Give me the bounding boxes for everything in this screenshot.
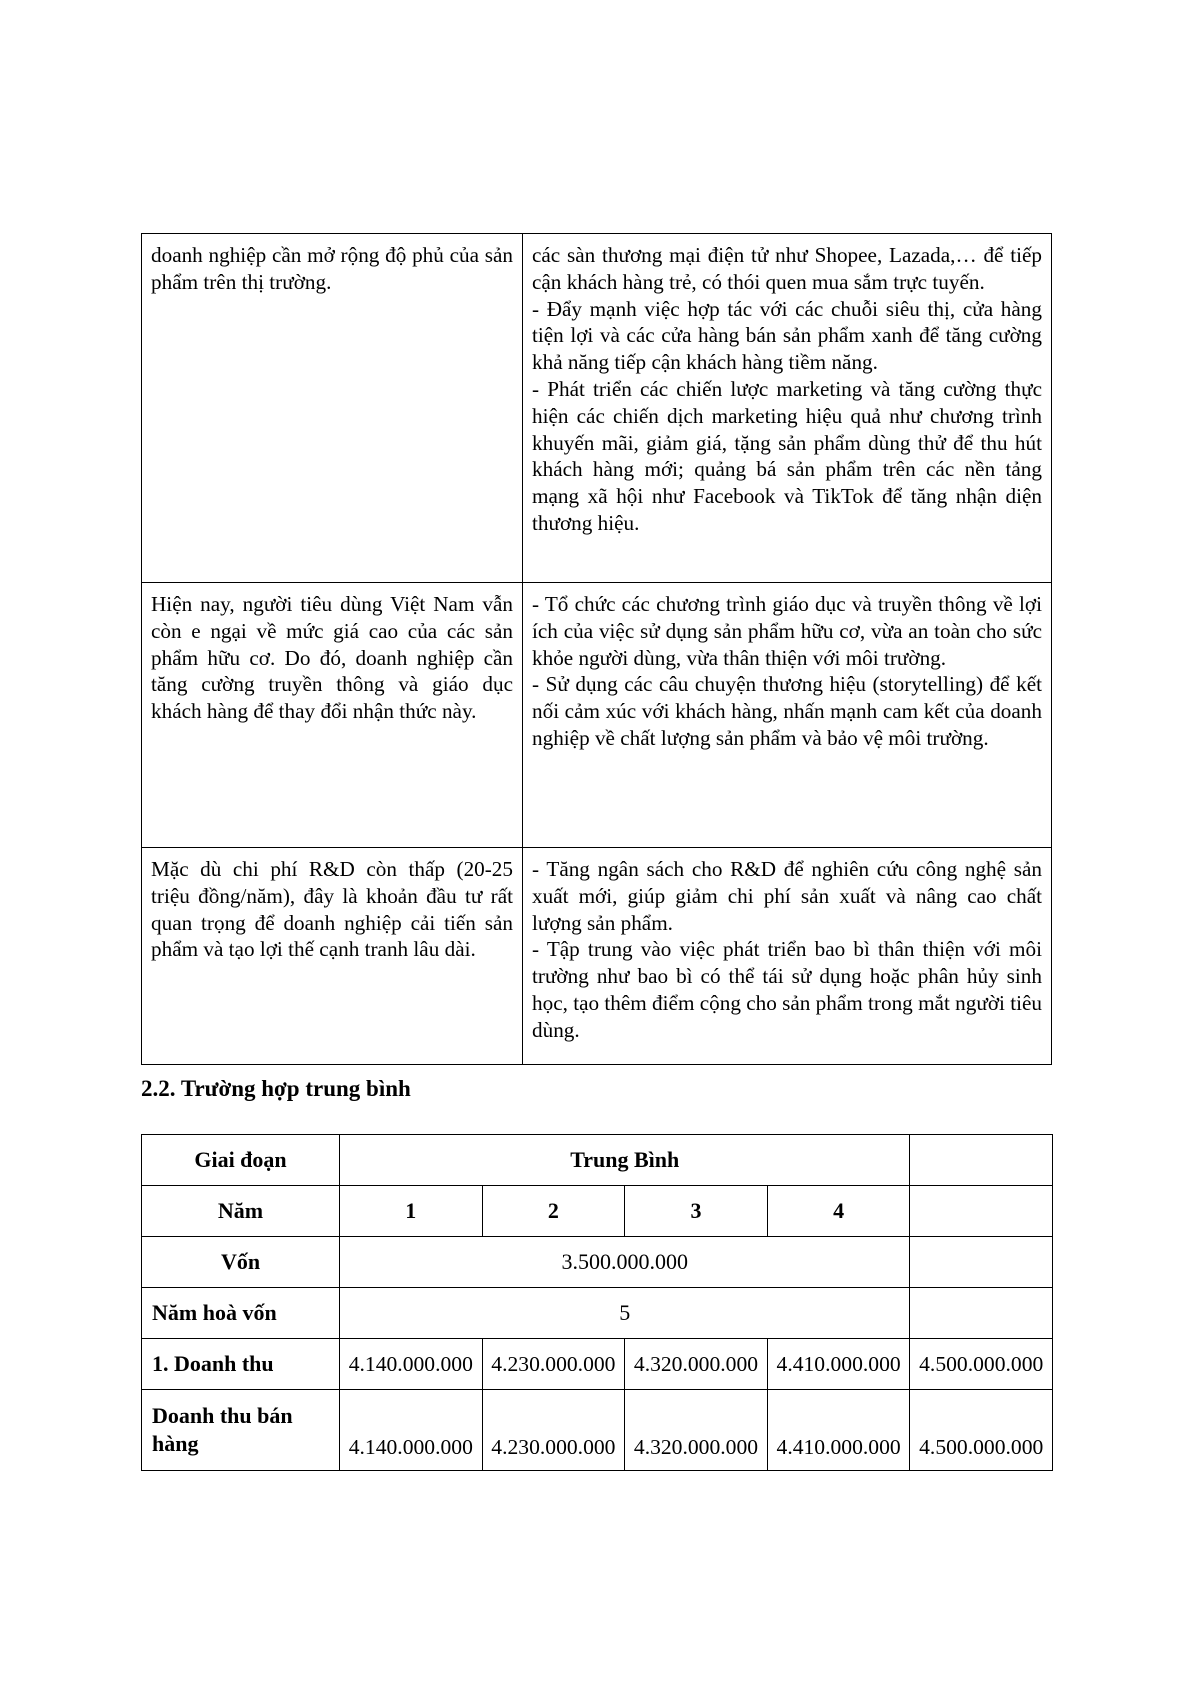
breakeven-row xyxy=(142,1288,1053,1339)
empty-cell xyxy=(910,1288,1053,1339)
strategy-cell-actions xyxy=(523,583,1052,848)
sales-cell: 4.410.000.000 xyxy=(767,1390,910,1471)
stage-row xyxy=(142,1135,1053,1186)
strategy-cell-situation xyxy=(142,583,523,848)
capital-row xyxy=(142,1237,1053,1288)
cell-paragraph: - Phát triển các chiến lược marketing và tăng cường thực hiện các chiến dịch marketing hiệu quả như chương trình khuyến mãi, giảm giá, tặng sản phẩm dùng thử để thu hút khách hàng mới; quảng bá sản phẩm trên các nền tảng mạng xã hội như Facebook và TikTok để tăng nhận diện thương hiệu. xyxy=(532,376,1042,535)
finance-table xyxy=(141,1134,1053,1471)
cell-paragraph: - Sử dụng các câu chuyện thương hiệu (storytelling) để kết nối cảm xúc với khách hàng, nhấn mạnh cam kết của doanh nghiệp về chất lượng sản phẩm và bảo vệ môi trường. xyxy=(532,672,1042,750)
sales-cell: 4.140.000.000 xyxy=(340,1390,483,1471)
revenue-cell: 4.140.000.000 xyxy=(340,1339,483,1390)
sales-cell: 4.500.000.000 xyxy=(910,1390,1053,1471)
capital-label: Vốn xyxy=(142,1237,340,1288)
empty-cell xyxy=(910,1237,1053,1288)
cell-paragraph: - Tập trung vào việc phát triển bao bì thân thiện với môi trường như bao bì có thể tái sử dụng hoặc phân hủy sinh học, tạo thêm điểm cộng cho sản phẩm trong mắt người tiêu dùng. xyxy=(532,937,1042,1042)
cell-paragraph: - Tổ chức các chương trình giáo dục và truyền thông về lợi ích của việc sử dụng sản phẩm hữu cơ, vừa an toàn cho sức khỏe người dùng, vừa thân thiện với môi trường. xyxy=(532,592,1042,670)
cell-paragraph: Mặc dù chi phí R&D còn thấp (20-25 triệu đồng/năm), đây là khoản đầu tư rất quan trọng để doanh nghiệp cải tiến sản phẩm và tạo lợi thế cạnh tranh lâu dài. xyxy=(151,857,513,962)
revenue-cell: 4.500.000.000 xyxy=(910,1339,1053,1390)
breakeven-label: Năm hoà vốn xyxy=(142,1288,340,1339)
strategy-row xyxy=(142,583,1052,848)
year-label: Năm xyxy=(142,1186,340,1237)
capital-value: 3.500.000.000 xyxy=(340,1237,910,1288)
sales-cell: 4.320.000.000 xyxy=(625,1390,768,1471)
revenue-row xyxy=(142,1339,1053,1390)
revenue-cell: 4.410.000.000 xyxy=(767,1339,910,1390)
stage-label: Giai đoạn xyxy=(142,1135,340,1186)
sales-row xyxy=(142,1390,1053,1471)
empty-cell xyxy=(910,1186,1053,1237)
year-cell: 3 xyxy=(625,1186,768,1237)
sales-cell: 4.230.000.000 xyxy=(482,1390,625,1471)
breakeven-value: 5 xyxy=(340,1288,910,1339)
sales-label: Doanh thu bán hàng xyxy=(142,1390,340,1471)
year-cell: 2 xyxy=(482,1186,625,1237)
cell-paragraph: Hiện nay, người tiêu dùng Việt Nam vẫn còn e ngại về mức giá cao của các sản phẩm hữu cơ. Do đó, doanh nghiệp cần tăng cường truyền thông và giáo dục khách hàng để thay đổi nhận thức này. xyxy=(151,592,513,724)
cell-paragraph: các sàn thương mại điện tử như Shopee, Lazada,… để tiếp cận khách hàng trẻ, có thói quen mua sắm trực tuyến. xyxy=(532,243,1042,294)
strategy-cell-situation xyxy=(142,234,523,583)
cell-paragraph: doanh nghiệp cần mở rộng độ phủ của sản phẩm trên thị trường. xyxy=(151,243,513,294)
strategy-cell-actions xyxy=(523,848,1052,1065)
strategy-cell-situation xyxy=(142,848,523,1065)
revenue-label: 1. Doanh thu xyxy=(142,1339,340,1390)
section-heading: 2.2. Trường hợp trung bình xyxy=(141,1076,411,1101)
year-row xyxy=(142,1186,1053,1237)
stage-value: Trung Bình xyxy=(340,1135,910,1186)
strategy-row xyxy=(142,234,1052,583)
year-cell: 4 xyxy=(767,1186,910,1237)
cell-paragraph: - Đẩy mạnh việc hợp tác với các chuỗi siêu thị, cửa hàng tiện lợi và các cửa hàng bán sản phẩm xanh để tăng cường khả năng tiếp cận khách hàng tiềm năng. xyxy=(532,296,1042,375)
empty-cell xyxy=(910,1135,1053,1186)
year-cell: 1 xyxy=(340,1186,483,1237)
strategy-cell-actions xyxy=(523,234,1052,583)
revenue-cell: 4.320.000.000 xyxy=(625,1339,768,1390)
revenue-cell: 4.230.000.000 xyxy=(482,1339,625,1390)
strategy-row xyxy=(142,848,1052,1065)
cell-paragraph: - Tăng ngân sách cho R&D để nghiên cứu công nghệ sản xuất mới, giúp giảm chi phí sản xuất và nâng cao chất lượng sản phẩm. xyxy=(532,857,1042,935)
strategy-table xyxy=(141,233,1052,1065)
